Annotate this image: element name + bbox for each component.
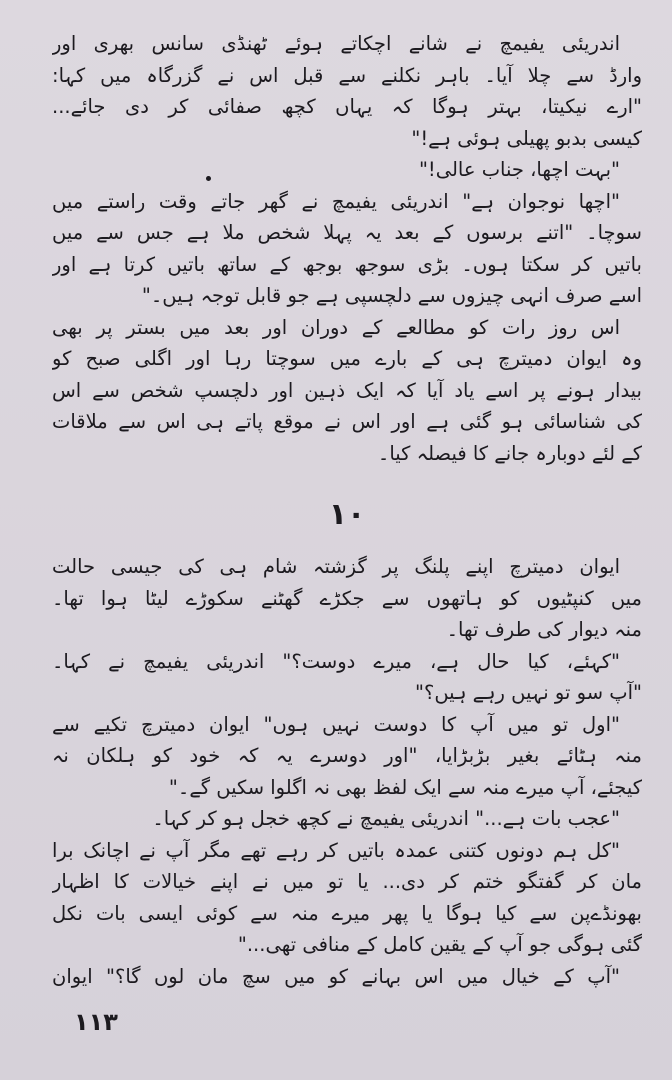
chapter-number: ۱۰ (328, 497, 366, 532)
text-line: "آپ کے خیال میں اس بہانے کو میں سچ مان لوں گا؟" ایوان (52, 964, 620, 988)
text-line: میں کنپٹیوں کو ہاتھوں سے جکڑے گھٹنے سکوڑے لیٹا ہوا تھا۔ (52, 586, 642, 610)
text-line: بیدار ہونے پر اسے یاد آیا کہ ایک ذہین اور دلچسپ شخص سے اس (52, 378, 642, 402)
page-number: ۱۱۳ (74, 1008, 118, 1036)
paragraph (52, 312, 642, 470)
text-block-bottom (52, 551, 642, 992)
text-line: "اول تو میں آپ کا دوست نہیں ہوں" ایوان دمیترچ تکیے سے (52, 712, 620, 736)
text-line: منہ ہٹائے بغیر بڑبڑایا، "اور دوسرے یہ کہ خود کو ہلکان نہ (52, 744, 642, 767)
text-line: "کہئے، کیا حال ہے، میرے دوست؟" اندریئی یفیمچ نے کہا۔ (52, 649, 620, 673)
paragraph (52, 28, 642, 154)
text-line: اس روز رات کو مطالعے کے دوران اور بعد میں بستر پر بھی (52, 315, 620, 339)
paragraph (52, 709, 642, 804)
text-line: سوچا۔ "اتنے برسوں کے بعد یہ پہلا شخص ملا ہے جس سے میں (52, 221, 642, 244)
text-line: کیسی بدبو پھیلی ہوئی ہے!" (411, 126, 642, 150)
text-line: ایوان دمیترچ اپنے پلنگ پر گزشتہ شام ہی کی جیسی حالت (52, 555, 620, 578)
text-line: "آپ سو تو نہیں رہے ہیں؟" (415, 681, 642, 704)
paragraph (52, 835, 642, 961)
text-line: کے لئے دوبارہ جانے کا فیصلہ کیا۔ (377, 441, 642, 465)
paragraph (52, 803, 642, 835)
text-line: باتیں کر سکتا ہوں۔ بڑی سوجھ بوجھ کے ساتھ باتیں کرتا ہے اور (52, 252, 642, 276)
text-line: "کل ہم دونوں کتنی عمدہ باتیں کر رہے تھے مگر آپ نے اچانک برا (52, 838, 620, 862)
text-line: کیجئے، آپ میرے منہ سے ایک لفظ بھی نہ اگلوا سکیں گے۔" (168, 775, 642, 799)
text-line: بھونڈےپن سے کیا ہوگا یا پھر میرے منہ سے کوئی ایسی بات نکل (52, 901, 642, 925)
paragraph (52, 186, 642, 312)
text-line: وہ ایوان دمیترچ ہی کے بارے میں سوچتا رہا اور اگلی صبح کو (52, 347, 642, 370)
ink-dot (206, 176, 211, 181)
text-line: گئی ہوگی جو آپ کے یقین کامل کے منافی تھی..." (237, 933, 642, 956)
text-line: "اچھا نوجوان ہے" اندریئی یفیمچ نے گھر جاتے وقت راستے میں (52, 189, 620, 213)
paragraph (52, 551, 642, 646)
paragraph (52, 646, 642, 709)
text-line: منہ دیوار کی طرف تھا۔ (446, 618, 642, 641)
text-block-top (52, 28, 642, 469)
text-line: مان کر گفتگو ختم کر دی... یا تو میں نے اپنے خیالات کا اظہار (52, 870, 642, 893)
text-line: "بہت اچھا، جناب عالی!" (418, 158, 620, 181)
text-line: اسے صرف انہی چیزوں سے دلچسپی ہے جو قابل توجہ ہیں۔" (141, 284, 642, 307)
text-line: کی شناسائی ہو گئی ہے اور اس نے موقع پاتے ہی اس سے ملاقات (52, 410, 642, 433)
text-line: وارڈ سے چلا آیا۔ باہر نکلنے سے قبل اس نے گزرگاہ میں کہا: (52, 63, 642, 87)
text-line: "عجب بات ہے..." اندریئی یفیمچ نے کچھ خجل ہو کر کہا۔ (152, 807, 620, 830)
text-line: اندریئی یفیمچ نے شانے اچکاتے ہوئے ٹھنڈی سانس بھری اور (52, 32, 620, 55)
paragraph (52, 154, 642, 186)
text-line: "ارے نیکیتا، بہتر ہوگا کہ یہاں کچھ صفائی کر دی جائے... (52, 95, 642, 118)
paragraph (52, 961, 642, 993)
